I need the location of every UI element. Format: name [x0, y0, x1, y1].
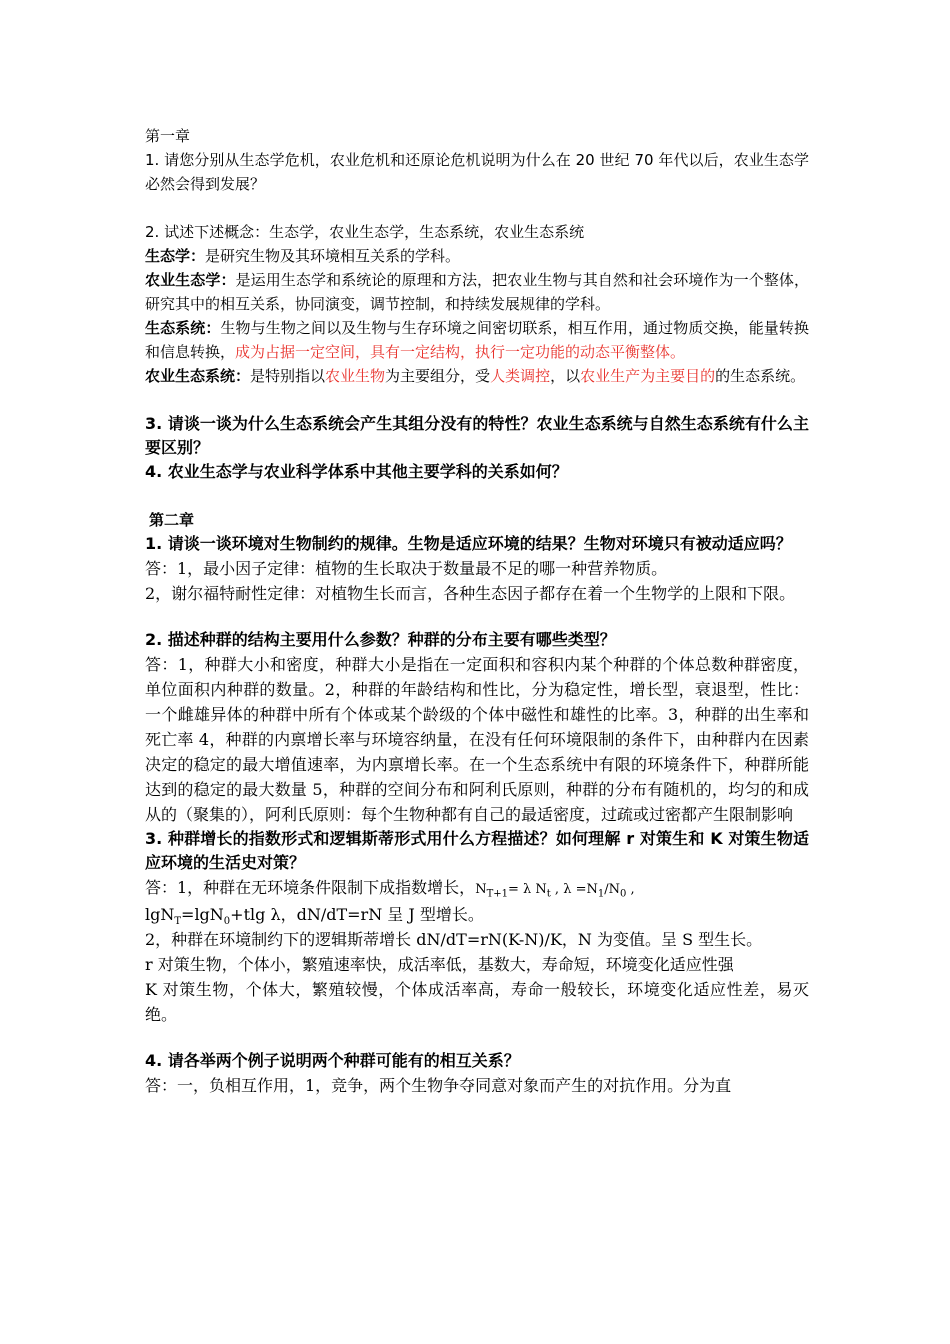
ch1-question-4: 4. 农业生态学与农业科学体系中其他主要学科的关系如何？ [145, 462, 568, 481]
term: 农业生态系统： [145, 367, 251, 385]
ch2-answer-3-1: 答：1，种群在无环境条件限制下成指数增长，$N_{T+1}= \lambda$ $N_t$ , $\lambda =N_1/N_0$ , [145, 878, 635, 900]
ch2-answer-3-4: r 对策生物，个体小，繁殖速率快，成活率低，基数大，寿命短，环境变化适应性强 [145, 955, 734, 974]
ch2-question-4: 4. 请各举两个例子说明两个种群可能有的相互关系？ [145, 1051, 520, 1070]
definition-agro-ecology: 农业生态学：是运用生态学和系统论的原理和方法，把农业生物与其自然和社会环境作为一个整体，研究其中的相互关系，协同演变，调节控制，和持续发展规律的学科。 [145, 271, 809, 313]
highlight: 农业生产为主要目的 [580, 367, 716, 385]
term: 生态系统： [145, 319, 221, 337]
definition-ecosystem: 生态系统：生物与生物之间以及生物与生存环境之间密切联系，相互作用，通过物质交换，能量转换和信息转换，成为占据一定空间，具有一定结构，执行一定功能的动态平衡整体。 [145, 319, 809, 361]
highlight: 农业生物 [325, 367, 386, 385]
ch2-question-2: 2. 描述种群的结构主要用什么参数？种群的分布主要有哪些类型？ [145, 630, 616, 649]
ch2-answer-1-1: 答：1，最小因子定律：植物的生长取决于数量最不足的哪一种营养物质。 [145, 559, 668, 578]
definition-ecology: 生态学：是研究生物及其环境相互关系的学科。 [145, 247, 461, 265]
term: 农业生态学： [145, 271, 236, 289]
chapter-1-title: 第一章 [145, 127, 191, 145]
ch2-answer-3-3: 2，种群在环境制约下的逻辑斯蒂增长 dN/dT=rN(K-N)/K，N 为变值。呈 S 型生长。 [145, 930, 763, 949]
ch2-answer-1-2: 2，谢尔福特耐性定律：对植物生长而言，各种生态因子都存在着一个生物学的上限和下限。 [145, 584, 796, 603]
ch2-answer-2: 答：1，种群大小和密度，种群大小是指在一定面积和容积内某个种群的个体总数种群密度，单位面积内种群的数量。2，种群的年龄结构和性比，分为稳定性，增长型，衰退型，性比：一个雌雄异体的种群中所有个体或某个龄级的个体中磁性和雄性的比率。3，种群的出生率和死亡率 4，种群的内禀增长率与环境容纳量，在没有任何环境限制的条件下，由种群内在因素决定的稳定的最大增值速率，为内禀增长率。在一个生态系统中有限的环境条件下，种群所能达到的稳定的最大数量 5，种群的空间分布和阿利氏原则，种群的分布有随机的，均匀的和成从的（聚集的），阿利氏原则：每个生物种都有自己的最适密度，过疏或过密都产生限制影响 [145, 655, 809, 824]
ch2-answer-4: 答：一，负相互作用，1，竞争，两个生物争夺同意对象而产生的对抗作用。分为直 [145, 1076, 732, 1095]
highlight: 人类调控 [490, 367, 551, 385]
formula-exponential: $N_{T+1}= \lambda$ $N_t$ , $\lambda =N_1/N_0$ , [475, 882, 635, 900]
ch1-question-1: 1. 请您分别从生态学危机，农业危机和还原论危机说明为什么在 20 世纪 70 年代以后，农业生态学必然会得到发展？ [145, 151, 809, 193]
ch2-question-1: 1. 请谈一谈环境对生物制约的规律。生物是适应环境的结果？生物对环境只有被动适应吗？ [145, 534, 792, 553]
highlight: 成为占据一定空间，具有一定结构，执行一定功能的动态平衡整体。 [235, 343, 686, 361]
ch2-answer-3-2: lgN$_T$=lgN$_0$+tlg λ，dN/dT=rN 呈 J 型增长。 [145, 905, 484, 928]
ch1-question-3: 3. 请谈一谈为什么生态系统会产生其组分没有的特性？农业生态系统与自然生态系统有什么主要区别？ [145, 414, 809, 457]
document-page [145, 124, 809, 1098]
ch2-answer-3-5: K 对策生物，个体大，繁殖较慢，个体成活率高，寿命一般较长，环境变化适应性差，易灭绝。 [145, 980, 809, 1024]
ch1-question-2: 2. 试述下述概念：生态学，农业生态学，生态系统，农业生态系统 [145, 223, 585, 241]
definition-agro-ecosystem: 农业生态系统：是特别指以农业生物为主要组分，受人类调控，以农业生产为主要目的的生态系统。 [145, 367, 806, 385]
chapter-2-title: 第二章 [149, 511, 195, 529]
term: 生态学： [145, 247, 206, 265]
ch2-question-3: 3. 种群增长的指数形式和逻辑斯蒂形式用什么方程描述？如何理解 r 对策生和 K 对策生物适应环境的生活史对策？ [145, 829, 809, 872]
